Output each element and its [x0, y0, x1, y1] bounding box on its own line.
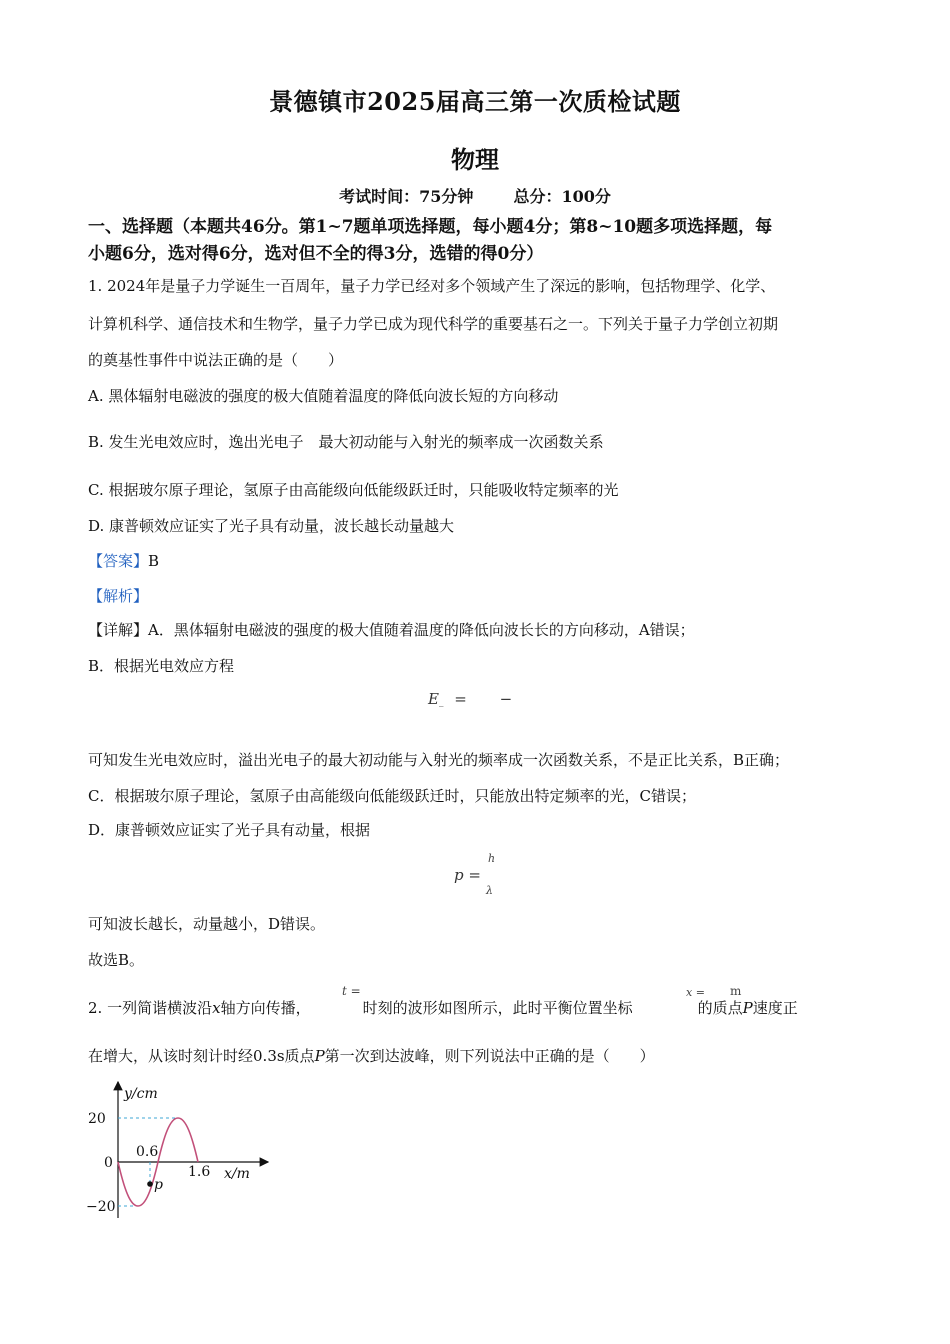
q2-stem-line1 — [88, 998, 798, 1018]
q1-stem-line2: 计算机科学、通信技术和生物学，量子力学已成为现代科学的重要基石之一。下列关于量子力学创立初期 — [88, 315, 779, 333]
equation-momentum-den: λ — [486, 884, 493, 897]
q2-stem-x: x — [212, 999, 221, 1017]
q2-stem-line2 — [88, 1046, 655, 1066]
x-axis-label: x/m — [224, 1166, 250, 1182]
q1-option-b: B. 发生光电效应时，逸出光电子 最大初动能与入射光的频率成一次函数关系 — [88, 433, 604, 451]
q1-detail-d1: D．康普顿效应证实了光子具有动量，根据 — [88, 821, 371, 839]
exam-info — [0, 184, 950, 207]
q2-stem-p: P — [742, 999, 753, 1017]
q2-stem-line2-p: P — [314, 1047, 325, 1065]
tick-x-06: 0.6 — [136, 1144, 159, 1160]
q1-option-d: D. 康普顿效应证实了光子具有动量，波长越长动量越大 — [88, 517, 455, 535]
equation-photoelectric: E_ = − — [428, 690, 513, 708]
tick-x-16: 1.6 — [188, 1164, 211, 1180]
q2-stem-line2-b: 第一次到达波峰，则下列说法中正确的是（ ） — [324, 1047, 655, 1065]
answer-value: B — [148, 552, 160, 570]
q1-option-a: A. 黑体辐射电磁波的强度的极大值随着温度的降低向波长短的方向移动 — [88, 387, 559, 405]
eq1-rhs: − — [499, 690, 513, 708]
answer-tag: 【答案】 — [88, 552, 149, 570]
q2-stem-part4: 的质点 — [697, 999, 743, 1017]
detail-tag: 【详解】 — [88, 621, 149, 639]
q2-eq-t: t = — [342, 984, 361, 998]
q2-stem-part5: 速度正 — [752, 999, 798, 1017]
tick-y-20: 20 — [88, 1111, 106, 1127]
exam-time: 考试时间：75分钟 — [339, 187, 474, 206]
equation-momentum-lhs: p = — [454, 866, 481, 884]
q1-detail-b2: 可知发生光电效应时，溢出光电子的最大初动能与入射光的频率成一次函数关系，不是正比关系，B正确； — [88, 751, 790, 769]
y-axis-label: y/cm — [124, 1086, 158, 1102]
tick-y-0: 0 — [104, 1155, 113, 1171]
detail-a-text: A．黑体辐射电磁波的强度的极大值随着温度的降低向波长长的方向移动，A错误； — [148, 621, 695, 639]
q1-detail-a — [88, 620, 695, 640]
q2-stem-line2-a: 在增大，从该时刻计时经0.3s质点 — [88, 1047, 315, 1065]
q2-stem-part1: 2. 一列简谐横波沿 — [88, 999, 213, 1017]
point-p-marker — [147, 1181, 153, 1187]
q1-stem-line3: 的奠基性事件中说法正确的是（ ） — [88, 351, 344, 369]
tick-y-neg20: −20 — [86, 1199, 116, 1215]
q2-eq-x: x = — [686, 986, 705, 999]
q1-conclusion: 故选B。 — [88, 951, 145, 969]
q1-detail-d2: 可知波长越长，动量越小，D错误。 — [88, 915, 326, 933]
q1-stem-line1: 1. 2024年是量子力学诞生一百周年，量子力学已经对多个领域产生了深远的影响，包括物理学、化学、 — [88, 277, 776, 295]
q1-detail-b1: B．根据光电效应方程 — [88, 657, 235, 675]
point-p-label: p — [154, 1177, 163, 1193]
q2-stem-part3: 时刻的波形如图所示，此时平衡位置坐标 — [362, 999, 633, 1017]
q1-option-c: C. 根据玻尔原子理论，氢原子由高能级向低能级跃迁时，只能吸收特定频率的光 — [88, 481, 619, 499]
exam-score: 总分：100分 — [513, 187, 611, 206]
q2-eq-unit: m — [730, 984, 742, 998]
equation-momentum-num: h — [488, 852, 496, 865]
q2-stem-part2: 轴方向传播， — [220, 999, 311, 1017]
exam-title: 景德镇市2025届高三第一次质检试题 — [269, 87, 681, 116]
q1-detail-c: C．根据玻尔原子理论，氢原子由高能级向低能级跃迁时，只能放出特定频率的光，C错误； — [88, 787, 696, 805]
eq1-mid: = — [454, 690, 467, 708]
q1-answer — [88, 551, 159, 571]
section-heading — [88, 214, 868, 268]
q1-analysis-tag: 【解析】 — [88, 587, 149, 605]
wave-graph — [78, 1078, 278, 1223]
section-heading-line1: 一、选择题（本题共46分。第1~7题单项选择题，每小题4分；第8~10题多项选择题，每 — [88, 217, 773, 237]
subject-title: 物理 — [451, 145, 499, 174]
section-heading-line2: 小题6分，选对得6分，选对但不全的得3分，选错的得0分） — [88, 244, 544, 264]
eq1-lhs: E — [428, 690, 439, 708]
